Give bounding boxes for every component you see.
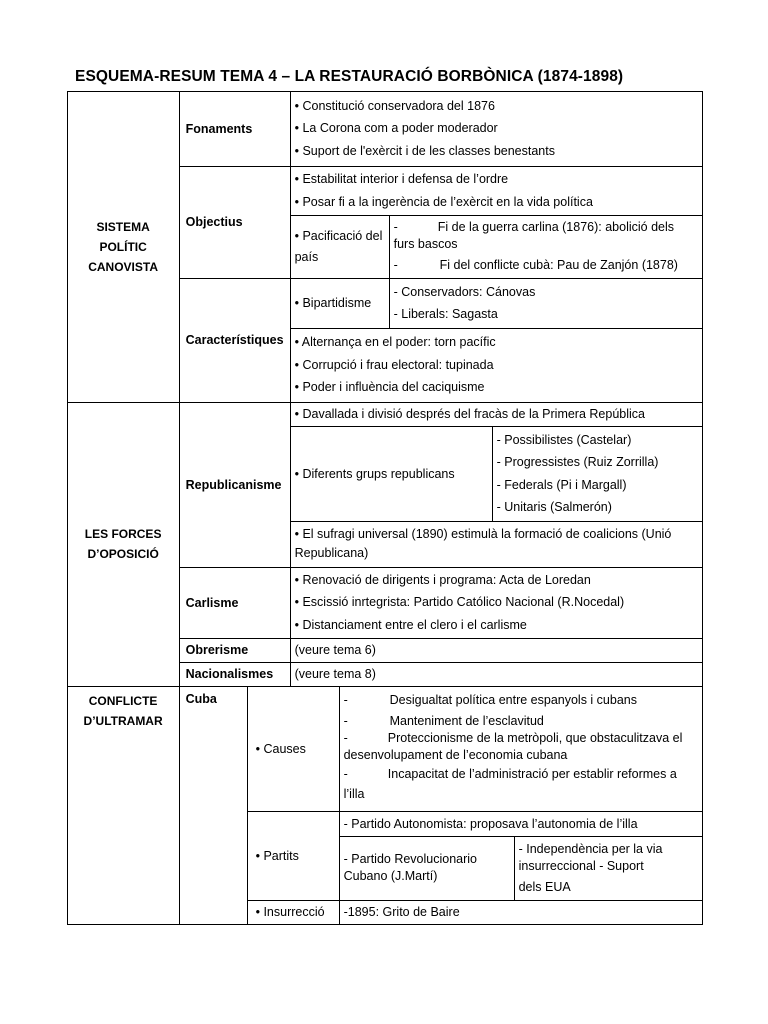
revolucionario-label <box>339 836 515 901</box>
pacificacio-content <box>389 215 703 279</box>
obrerisme-label: Obrerisme <box>179 638 291 663</box>
list-item: - Conservadors: Cánovas <box>393 284 536 299</box>
list-item: • Constitució conservadora del 1876 <box>294 98 495 113</box>
cuba-label: Cuba <box>179 686 248 925</box>
list-item: - Unitaris (Salmerón) <box>496 500 612 515</box>
list-item: • Davallada i divisió després del fracàs de la Primera República <box>294 407 645 422</box>
list-item: • La Corona com a poder moderador <box>294 121 498 136</box>
insurreccio-label: • Insurrecció <box>247 900 340 925</box>
carlisme-label: Carlisme <box>179 567 291 639</box>
causes-label: • Causes <box>247 686 340 812</box>
davallada-content <box>290 402 703 427</box>
caracteristiques-label: Característiques <box>179 278 291 403</box>
list-item: • Alternança en el poder: torn pacífic <box>294 335 496 350</box>
bipartidisme-content <box>389 278 703 329</box>
objectius-content <box>290 166 703 216</box>
page-title: ESQUEMA-RESUM TEMA 4 – LA RESTAURACIÓ BORBÒNICA (1874-1898) <box>75 68 624 85</box>
list-item: - Federals (Pi i Margall) <box>496 477 627 492</box>
revolucionario-content: - Independència per la via insurreccional - Suport dels EUA <box>514 836 703 901</box>
list-item: - Incapacitat de l’administració per establir reformes a l’illa <box>343 766 677 801</box>
list-item: - Manteniment de l’esclavitud <box>343 713 544 728</box>
republicanisme-label: Republicanisme <box>179 402 291 568</box>
section-oposicio-label: LES FORCES D’OPOSICIÓ <box>67 402 180 687</box>
list-item: • Renovació de dirigents i programa: Acta de Loredan <box>294 572 591 587</box>
list-item: - Possibilistes (Castelar) <box>496 432 632 447</box>
list-item: - Proteccionisme de la metròpoli, que obstaculitzava el desenvolupament de l’economia cubana <box>343 730 683 762</box>
list-item: • Estabilitat interior i defensa de l’ordre <box>294 172 509 187</box>
carlisme-content <box>290 567 703 639</box>
autonomista-content <box>339 811 703 837</box>
objectius-label: Objectius <box>179 166 291 279</box>
nacionalismes-label: Nacionalismes <box>179 662 291 687</box>
list-item: • Suport de l'exèrcit i de les classes benestants <box>294 143 555 158</box>
grups-content <box>492 426 703 522</box>
list-item: • Poder i influència del caciquisme <box>294 380 485 395</box>
list-item: • Escissió inrtegrista: Partido Católico Nacional (R.Nocedal) <box>294 595 625 610</box>
pacificacio-label: • Pacificació del país <box>290 215 390 279</box>
grups-label: • Diferents grups republicans <box>290 426 493 522</box>
list-item: - Liberals: Sagasta <box>393 307 498 322</box>
list-item: - Desigualtat política entre espanyols i cubans <box>343 692 637 707</box>
obrerisme-content: (veure tema 6) <box>290 638 703 663</box>
list-item: - Fi del conflicte cubà: Pau de Zanjón (1878) <box>393 258 678 273</box>
partits-label: • Partits <box>247 811 340 901</box>
bipartidisme-label: • Bipartidisme <box>290 278 390 329</box>
fonaments-label: Fonaments <box>179 91 291 167</box>
list-item: • Posar fi a la ingerència de l’exèrcit en la vida política <box>294 194 593 209</box>
list-item: • Corrupció i frau electoral: tupinada <box>294 357 494 372</box>
list-item: - Partido Autonomista: proposava l’autonomia de l’illa <box>343 816 638 831</box>
list-item: • El sufragi universal (1890) estimulà la formació de coalicions (Unió Republicana) <box>294 527 672 561</box>
insurreccio-content: -1895: Grito de Baire <box>339 900 703 925</box>
list-item: - Fi de la guerra carlina (1876): abolició dels furs bascos <box>393 220 675 252</box>
sufragi-content <box>290 521 703 568</box>
summary-table <box>67 91 703 925</box>
causes-content <box>339 686 703 812</box>
list-item: - Partido Revolucionario Cubano (J.Martí) <box>343 852 478 884</box>
section-ultramar-label: CONFLICTE D’ULTRAMAR <box>67 686 180 925</box>
caracteristiques-content <box>290 328 703 403</box>
fonaments-content <box>290 91 703 167</box>
section-sistema-label: SISTEMA POLÍTIC CANOVISTA <box>67 91 180 403</box>
list-item: • Distanciament entre el clero i el carlisme <box>294 617 527 632</box>
list-item: - Progressistes (Ruiz Zorrilla) <box>496 455 659 470</box>
nacionalismes-content: (veure tema 8) <box>290 662 703 687</box>
